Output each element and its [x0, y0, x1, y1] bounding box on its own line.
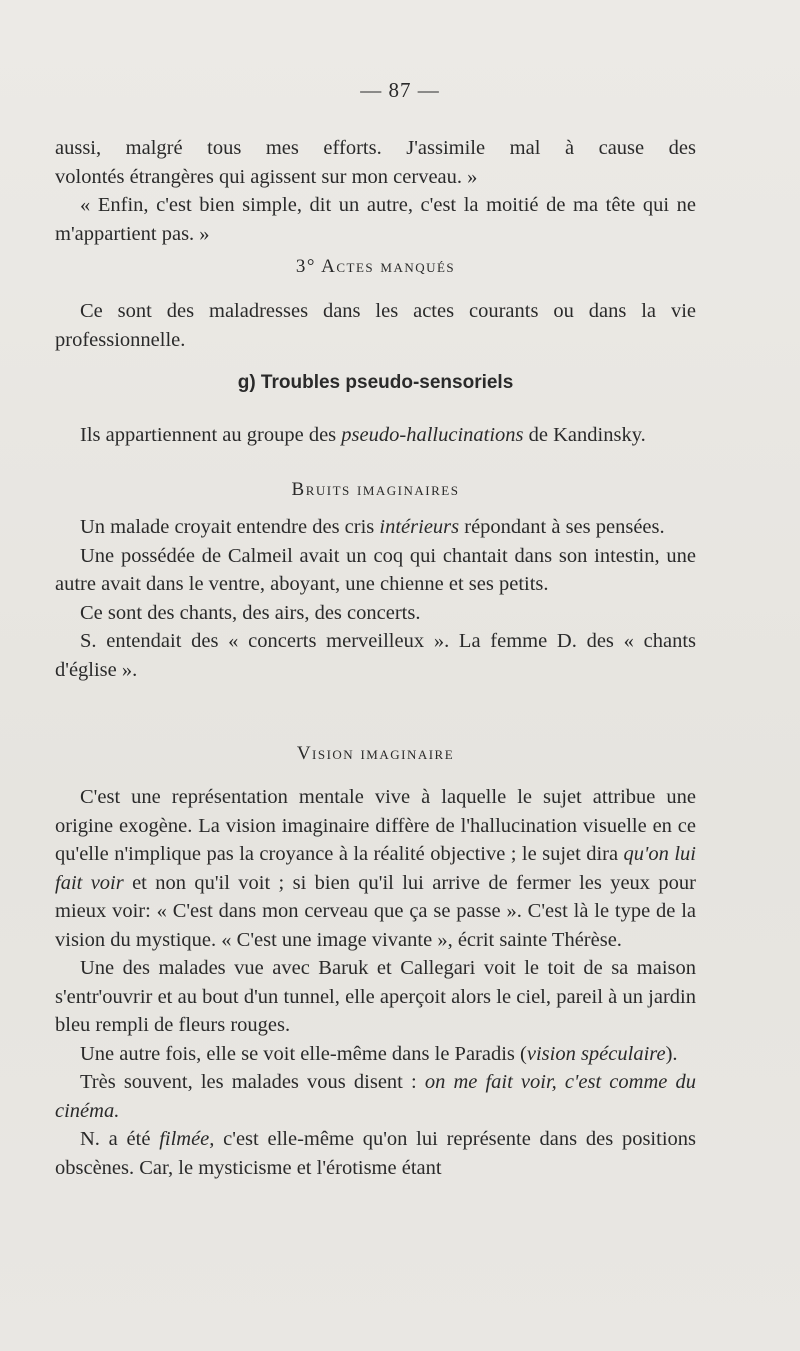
paragraph: Très souvent, les malades vous disent : on me fait voir, c'est comme du cinéma.	[55, 1071, 696, 1122]
paragraph: Ce sont des chants, des airs, des concerts.	[80, 601, 421, 624]
section-heading: Bruits imaginaires	[291, 479, 460, 500]
paragraph: Une des malades vue avec Baruk et Callegari voit le toit de sa maison s'entr'ouvrir et au bout d'un tunnel, elle aperçoit alors le ciel, pareil à un jardin bleu rempli de fleurs rouges.	[55, 957, 696, 1036]
paragraph: Ce sont des maladresses dans les actes courants ou dans la vie professionnelle.	[55, 300, 696, 351]
paragraph: Un malade croyait entendre des cris intérieurs répondant à ses pensées.	[80, 516, 665, 538]
paragraph: S. entendait des « concerts merveilleux ». La femme D. des « chants d'église ».	[55, 630, 696, 681]
section-heading: Vision imaginaire	[296, 743, 455, 764]
paragraph: « Enfin, c'est bien simple, dit un autre, c'est la moitié de ma tête qui ne m'appartient pas. »	[55, 194, 696, 245]
paragraph: C'est une représentation mentale vive à laquelle le sujet attribue une origine exogène. La vision imaginaire diffère de l'hallucination visuelle en ce qu'elle n'implique pas la croyance à la réalité objective ; le sujet dira qu'on lui fait voir et non qu'il voit ; si bien qu'il lui arrive de fermer les yeux pour mieux voir: « C'est dans mon cerveau que ça se passe ». C'est là le type de la vision du mystique. « C'est une image vivante », écrit sainte Thérèse.	[55, 786, 696, 951]
paragraph: Une autre fois, elle se voit elle-même dans le Paradis (vision spéculaire).	[80, 1042, 678, 1065]
subsection-heading: g) Troubles pseudo-sensoriels	[237, 372, 514, 393]
paragraph: Ils appartiennent au groupe des pseudo-hallucinations de Kandinsky.	[80, 424, 646, 446]
page-number: — 87 —	[360, 78, 440, 102]
paragraph: N. a été filmée, c'est elle-même qu'on lui représente dans des positions obscènes. Car, le mysticisme et l'érotisme étant	[55, 1128, 697, 1179]
paragraph: Une possédée de Calmeil avait un coq qui chantait dans son intestin, une autre avait dans le ventre, aboyant, une chienne et ses petits.	[55, 544, 696, 595]
section-heading: 3° Actes manqués	[295, 256, 456, 277]
paragraph-continued: aussi, malgré tous mes efforts. J'assimile mal à cause des volontés étrangères qui agissent sur mon cerveau. » « Enfin, c'est bien simple, dit un autre, c'est la moitié de ma tête qui ne m'appartient pas. »	[55, 134, 696, 248]
